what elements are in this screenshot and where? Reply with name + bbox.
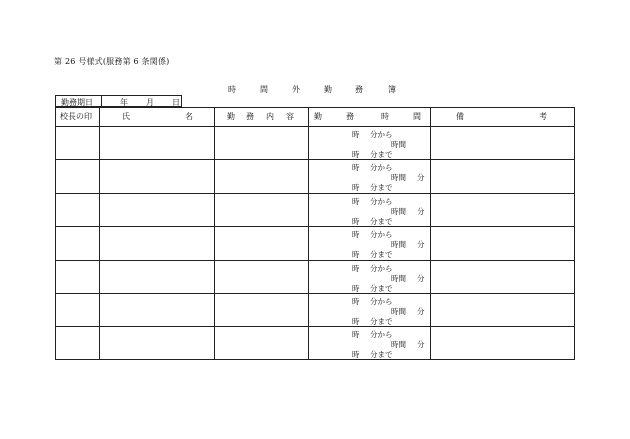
- row-from: 分から: [370, 297, 393, 306]
- row-hour: 時: [352, 330, 360, 339]
- header-work-time: 時: [381, 112, 389, 121]
- row-until-hour: 時: [352, 183, 360, 192]
- header-work-content: 容: [286, 112, 294, 121]
- title-char: 務: [355, 85, 363, 94]
- row-from: 分から: [370, 197, 393, 206]
- row-hours-label: 時間: [391, 307, 406, 316]
- header-work-content: 内: [266, 112, 274, 121]
- row-minutes: 分: [417, 173, 425, 182]
- overtime-table: [55, 107, 575, 360]
- row-from: 分から: [370, 330, 393, 339]
- row-hour: 時: [352, 264, 360, 273]
- header-work-content: 務: [246, 112, 254, 121]
- row-hours-label: 時間: [391, 240, 406, 249]
- row-until: 分まで: [370, 217, 393, 226]
- header-work-time: 間: [413, 112, 421, 121]
- row-divider: [56, 260, 574, 261]
- row-minutes: 分: [417, 240, 425, 249]
- header-remarks-2: 考: [539, 112, 547, 121]
- row-minutes: 分: [417, 307, 425, 316]
- year-label: 年: [120, 98, 128, 107]
- row-until-hour: 時: [352, 350, 360, 359]
- row-until-hour: 時: [352, 250, 360, 259]
- column-divider: [308, 108, 309, 359]
- row-hours-label: 時間: [391, 274, 406, 283]
- day-label: 日: [172, 98, 180, 107]
- row-until-hour: 時: [352, 217, 360, 226]
- header-remarks-1: 備: [456, 112, 464, 121]
- row-hour: 時: [352, 130, 360, 139]
- row-hours-label: 時間: [391, 207, 406, 216]
- row-divider: [56, 326, 574, 327]
- header-principal-seal: 校長の印: [60, 112, 92, 121]
- row-divider: [56, 159, 574, 160]
- row-hour: 時: [352, 197, 360, 206]
- month-label: 月: [146, 98, 154, 107]
- column-divider: [430, 108, 431, 359]
- row-minutes: 分: [417, 340, 425, 349]
- row-minutes: 分: [417, 207, 425, 216]
- work-date-label: 勤務期日: [61, 98, 93, 107]
- row-until: 分まで: [370, 250, 393, 259]
- row-hour: 時: [352, 297, 360, 306]
- row-divider: [56, 226, 574, 227]
- row-from: 分から: [370, 130, 393, 139]
- title-char: 間: [260, 85, 268, 94]
- header-work-content: 勤: [227, 112, 235, 121]
- row-hour: 時: [352, 163, 360, 172]
- row-divider: [56, 193, 574, 194]
- row-from: 分から: [370, 264, 393, 273]
- row-divider: [56, 293, 574, 294]
- row-hours-label: 時間: [391, 173, 406, 182]
- header-work-time: 務: [346, 112, 354, 121]
- date-box-divider: [101, 96, 102, 106]
- header-divider: [56, 126, 574, 127]
- row-until: 分まで: [370, 284, 393, 293]
- title-char: 勤: [324, 85, 332, 94]
- row-until-hour: 時: [352, 317, 360, 326]
- work-date-box: [55, 95, 182, 107]
- row-from: 分から: [370, 230, 393, 239]
- header-work-time: 勤: [314, 112, 322, 121]
- row-until: 分まで: [370, 317, 393, 326]
- column-divider: [99, 108, 100, 359]
- column-divider: [214, 108, 215, 359]
- row-until: 分まで: [370, 350, 393, 359]
- row-until-hour: 時: [352, 284, 360, 293]
- row-until: 分まで: [370, 183, 393, 192]
- row-hours-label: 時間: [391, 340, 406, 349]
- title-char: 時: [228, 85, 236, 94]
- title-char: 簿: [388, 85, 396, 94]
- header-name-1: 氏: [122, 112, 130, 121]
- row-until: 分まで: [370, 150, 393, 159]
- header-name-2: 名: [185, 112, 193, 121]
- title-char: 外: [292, 85, 300, 94]
- row-from: 分から: [370, 163, 393, 172]
- row-until-hour: 時: [352, 150, 360, 159]
- form-number-label: 第 26 号様式(服務第 6 条関係): [54, 57, 170, 66]
- row-minutes: 分: [417, 274, 425, 283]
- row-hours-label: 時間: [391, 140, 406, 149]
- row-hour: 時: [352, 230, 360, 239]
